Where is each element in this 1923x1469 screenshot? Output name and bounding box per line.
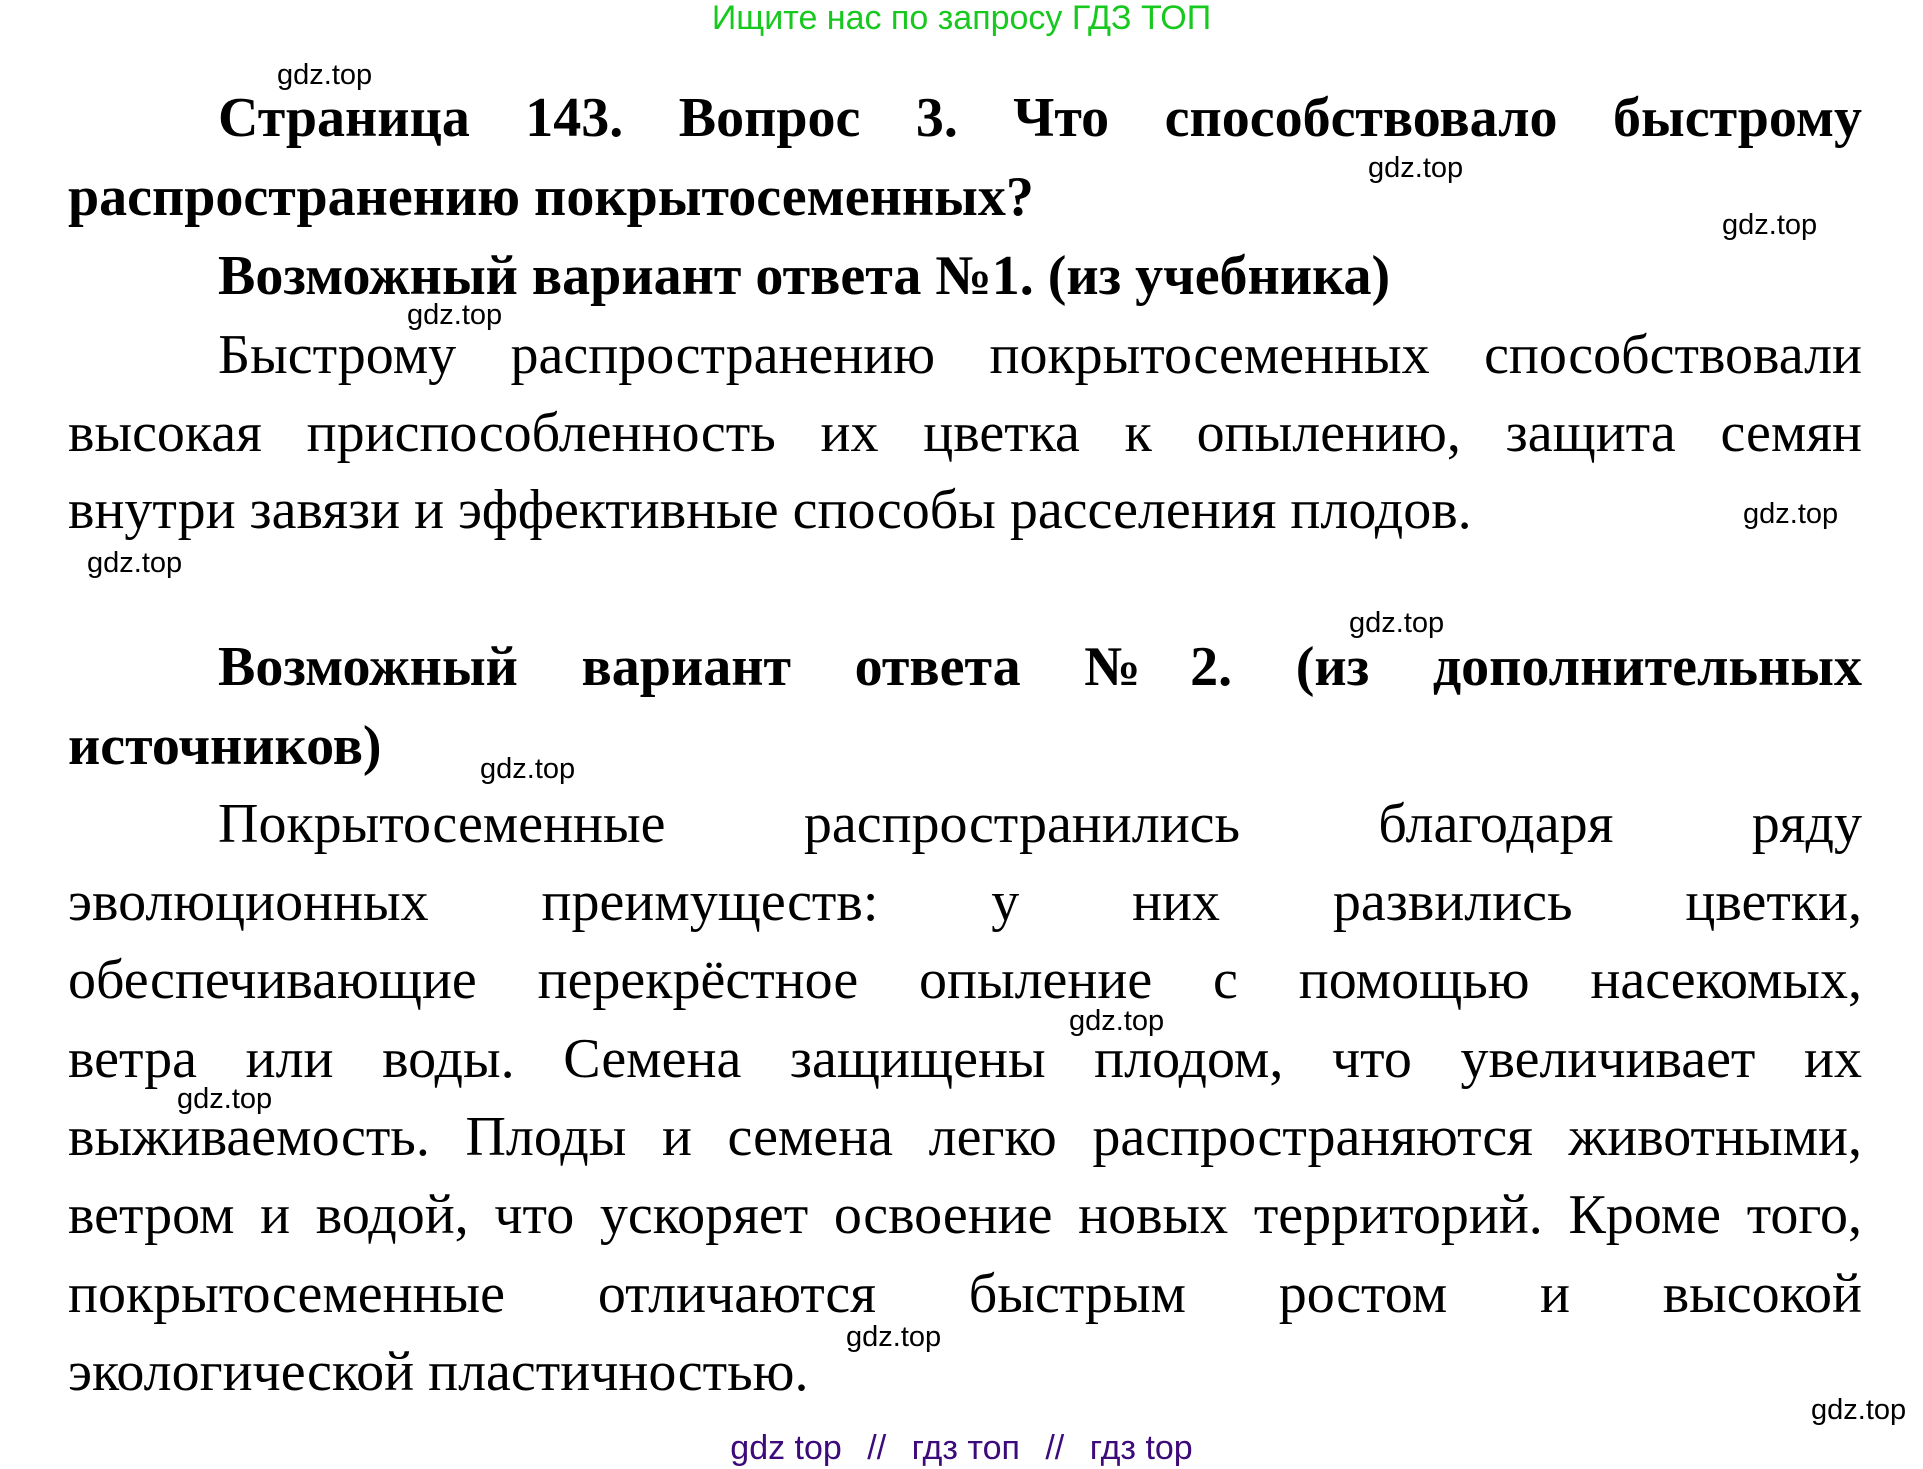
question-title-line-2: распространению покрытосеменных? bbox=[68, 166, 1034, 228]
watermark: gdz.top bbox=[407, 299, 503, 331]
answer2-line: обеспечивающие перекрёстное опыление с помощью насекомых, bbox=[68, 949, 1862, 1011]
watermark: gdz.top bbox=[87, 547, 183, 579]
watermark: gdz.top bbox=[480, 753, 576, 785]
question-title-line-1: Страница 143. Вопрос 3. Что способствовало быстрому bbox=[218, 87, 1862, 149]
footer-separator: // bbox=[867, 1429, 887, 1467]
answer2-line: Покрытосеменные распространились благодаря ряду bbox=[218, 793, 1862, 855]
watermark: gdz.top bbox=[1069, 1005, 1165, 1037]
answer2-heading-line-2: источников) bbox=[68, 715, 382, 777]
answer2-line: покрытосеменные отличаются быстрым ростом и высокой bbox=[68, 1263, 1862, 1325]
answer2-line: эволюционных преимуществ: у них развились цветки, bbox=[68, 871, 1862, 933]
answer2-line: ветром и водой, что ускоряет освоение новых территорий. Кроме того, bbox=[68, 1184, 1862, 1246]
answer2-line: выживаемость. Плоды и семена легко распространяются животными, bbox=[68, 1106, 1862, 1168]
answer1-line: Быстрому распространению покрытосеменных способствовали bbox=[218, 324, 1862, 386]
footer-links bbox=[0, 1428, 1923, 1468]
answer2-line: ветра или воды. Семена защищены плодом, что увеличивает их bbox=[68, 1028, 1862, 1090]
answer2-heading-line-1: Возможный вариант ответа №2. (из дополнительных bbox=[218, 636, 1862, 698]
footer-link[interactable]: гдз топ bbox=[911, 1429, 1020, 1467]
watermark: gdz.top bbox=[1811, 1394, 1907, 1426]
answer1-heading: Возможный вариант ответа №1. (из учебника) bbox=[218, 245, 1391, 307]
answer1-line: внутри завязи и эффективные способы расселения плодов. bbox=[68, 479, 1472, 541]
watermark: gdz.top bbox=[277, 59, 373, 91]
footer-link[interactable]: гдз top bbox=[1089, 1429, 1193, 1467]
answer1-line: высокая приспособленность их цветка к опылению, защита семян bbox=[68, 402, 1862, 464]
watermark: gdz.top bbox=[1722, 209, 1818, 241]
footer-link[interactable]: gdz top bbox=[730, 1429, 842, 1467]
answer2-line: экологической пластичностью. bbox=[68, 1341, 809, 1403]
footer-separator: // bbox=[1045, 1429, 1065, 1467]
watermark: gdz.top bbox=[1368, 152, 1464, 184]
search-banner: Ищите нас по запросу ГДЗ ТОП bbox=[711, 0, 1212, 37]
watermark: gdz.top bbox=[1349, 607, 1445, 639]
watermark: gdz.top bbox=[177, 1083, 273, 1115]
watermark: gdz.top bbox=[846, 1321, 942, 1353]
watermark: gdz.top bbox=[1743, 498, 1839, 530]
